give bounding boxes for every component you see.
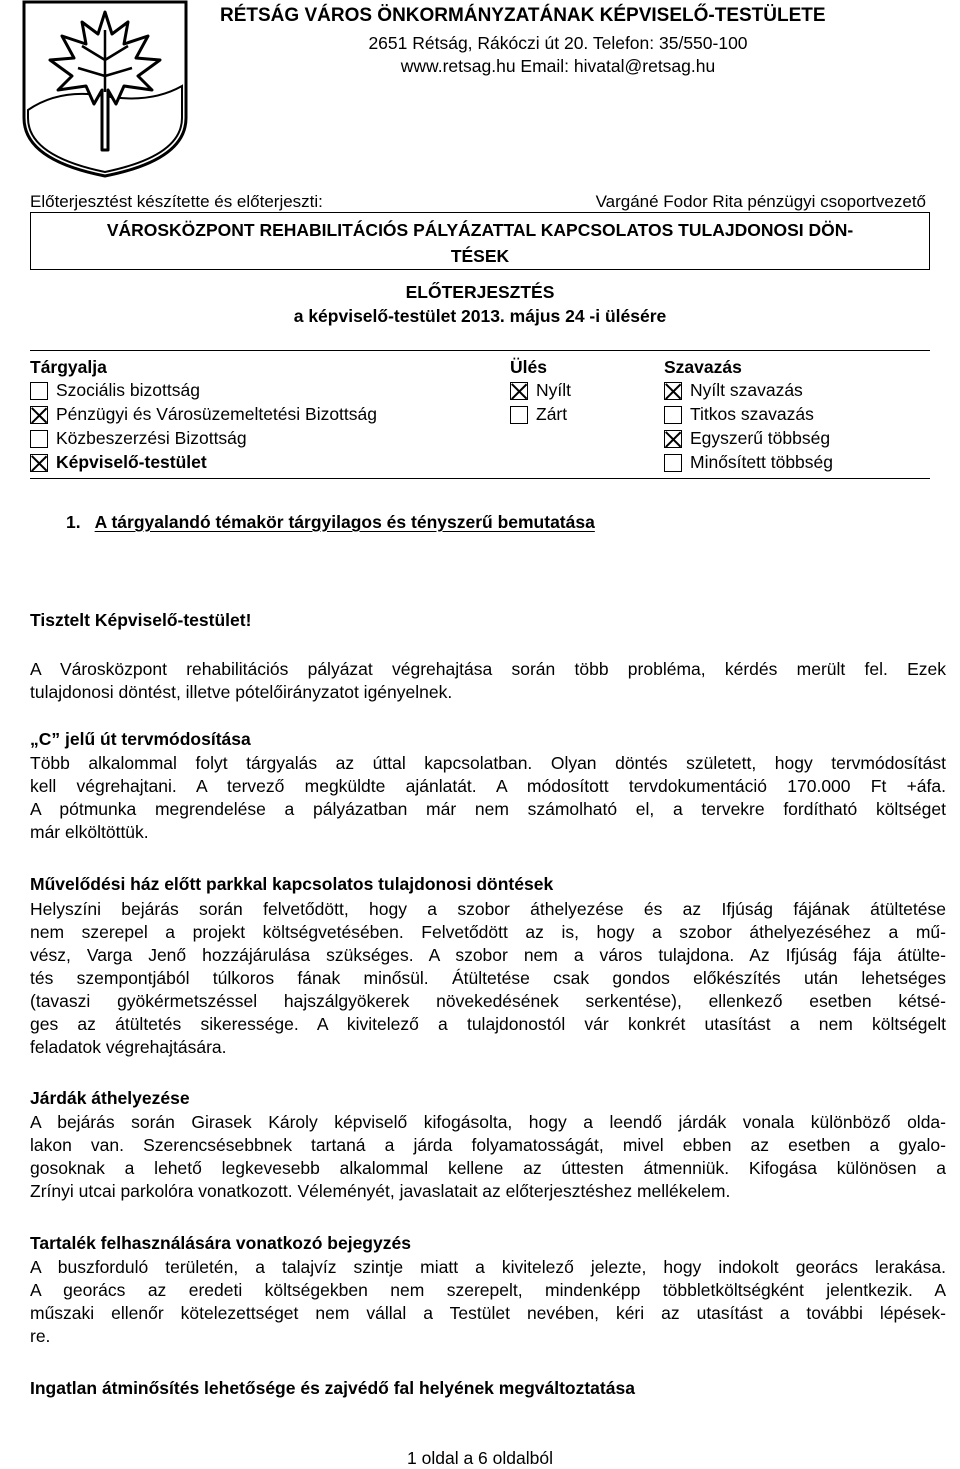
session-label: Nyílt [536,380,571,400]
session-row-open [510,380,571,401]
text-line: már elköltöttük. [30,822,149,842]
checkbox-procurement[interactable] [30,430,48,448]
subject-box [30,212,930,270]
text-line: kell végrehajtani. A tervező megküldte ajánlatát. A módosított tervdokumentáció 170.000 Ft +áfa. [30,776,946,796]
page-footer: 1 oldal a 6 oldalból [407,1448,553,1468]
body-label: Pénzügyi és Városüzemeltetési Bizottság [56,404,377,424]
checkbox-vote-open[interactable] [664,382,682,400]
col-header-voting: Szavazás [664,357,742,377]
text-line: tés szempontjából túlkoros fának minősül. Átültetése csak gondos előkészítés után lehetséges [30,968,946,988]
text-line: műszaki ellenőr kötelezettséget nem vállal a Testület nevében, kéri az utasítást a további lépések- [30,1303,946,1323]
property-heading: Ingatlan átminősítés lehetősége és zajvédő fal helyének megváltoztatása [30,1378,635,1398]
text-line: A georács az eredeti költségekben nem szerepelt, mindenképp többletköltségként jelentkezik. A [30,1280,946,1300]
checkbox-social[interactable] [30,382,48,400]
table-top-rule [30,350,930,351]
col-header-session: Ülés [510,357,547,377]
text-line: feladatok végrehajtására. [30,1037,227,1057]
text-line: Több alkalommal folyt tárgyalás az úttal kapcsolatban. Olyan döntés született, hogy tervmódosítást [30,753,946,773]
culture-house-heading: Művelődési ház előtt parkkal kapcsolatos tulajdonosi döntések [30,874,554,894]
voting-label: Nyílt szavazás [690,380,803,400]
text-line: vész, Varga Jenő hozzájárulása szükséges. A szobor nem a város tulajdona. Az Ifjúság fája átülte- [30,945,946,965]
voting-label: Egyszerű többség [690,428,831,448]
checkbox-session-open[interactable] [510,382,528,400]
col-header-bodies: Tárgyalja [30,357,107,377]
text-line: A pótmunka megrendelése a pályázatban már nem számolható el, a tervekre fordítható költséget [30,799,946,819]
section-1-heading [66,512,595,533]
section-number: 1. [66,512,81,532]
text-line: gosoknak a lehető legkevesebb alkalommal kellene az úttesten átmenniük. Kifogása különösen a [30,1158,946,1178]
text-line: nem szerepel a projekt költségvetésében. Felvetődött az is, hogy a szobor áthelyezéséhez a mű- [30,922,946,942]
council-web-email: www.retsag.hu Email: hivatal@retsag.hu [400,56,716,76]
text-line: A Városközpont rehabilitációs pályázat végrehajtása során több probléma, kérdés merült fel. Ezek [30,659,946,679]
body-row-procurement [30,428,247,449]
subject-line-1: VÁROSKÖZPONT REHABILITÁCIÓS PÁLYÁZATTAL KAPCSOLATOS TULAJDONOSI DÖN- [106,220,854,240]
text-line: re. [30,1326,51,1346]
text-line: lakon van. Szerencsésebbnek tartaná a járda folyamatosságát, mivel ebben az esetben a gyalo- [30,1135,946,1155]
checkbox-council[interactable] [30,454,48,472]
reserve-heading: Tartalék felhasználására vonatkozó bejegyzés [30,1233,411,1253]
text-line: A buszforduló területén, a talajvíz szintje miatt a kivitelező jelezte, hogy indokolt georács lerakása. [30,1257,946,1277]
body-row-council [30,452,207,473]
checkbox-vote-secret[interactable] [664,406,682,424]
town-crest-logo [20,0,190,178]
subject-line-2: TÉSEK [450,246,510,266]
body-row-finance [30,404,377,425]
text-line: Helyszíni bejárás során felvetődött, hogy a szobor áthelyezése és az Ifjúság fájának átültetése [30,899,946,919]
body-label: Szociális bizottság [56,380,200,400]
body-row-social [30,380,200,401]
session-row-closed [510,404,567,425]
proposal-title: ELŐTERJESZTÉS [405,282,555,302]
c-road-paragraph [30,752,946,844]
reserve-paragraph [30,1256,946,1348]
voting-label: Minősített többség [690,452,833,472]
table-bottom-rule [30,478,930,479]
voting-row-secret [664,404,814,425]
presenter-name: Vargáné Fodor Rita pénzügyi csoportvezető [595,192,926,211]
session-label: Zárt [536,404,568,424]
checkbox-finance[interactable] [30,406,48,424]
text-line: tulajdonosi döntést, illetve pótelőirányzatot igényelnek. [30,682,453,702]
culture-house-paragraph [30,898,946,1059]
sidewalk-heading: Járdák áthelyezése [30,1088,190,1108]
section-title: A tárgyalandó témakör tárgyilagos és tényszerű bemutatása [94,512,595,532]
presenter-label: Előterjesztést készítette és előterjeszti: [30,192,323,211]
text-line: (tavaszi gyökérmetszéssel hajszálgyökerek növekedésének serkentése), ellenkező esetben kétsé- [30,991,946,1011]
text-line: A bejárás során Girasek Károly képviselő kifogásolta, hogy a leendő járdák vonala különböző olda- [30,1112,946,1132]
voting-row-open [664,380,803,401]
body-label: Közbeszerzési Bizottság [56,428,247,448]
sidewalk-paragraph [30,1111,946,1203]
text-line: Zrínyi utcai parkolóra vonatkozott. Véleményét, javaslatait az előterjesztéshez mellékelem. [30,1181,731,1201]
c-road-heading: „C” jelű út tervmódosítása [30,729,251,749]
text-line: ges az átültetés sikeressége. A kivitelező a tulajdonostól vár konkrét utasítást a nem költségelt [30,1014,946,1034]
voting-row-simple [664,428,830,449]
voting-label: Titkos szavazás [690,404,814,424]
proposal-subtitle: a képviselő-testület 2013. május 24 -i ülésére [293,306,667,326]
intro-paragraph [30,658,946,704]
voting-row-qualified [664,452,833,473]
council-address: 2651 Rétság, Rákóczi út 20. Telefon: 35/550-100 [368,33,748,53]
checkbox-session-closed[interactable] [510,406,528,424]
checkbox-vote-simple-majority[interactable] [664,430,682,448]
council-title: RÉTSÁG VÁROS ÖNKORMÁNYZATÁNAK KÉPVISELŐ-TESTÜLETE [220,5,826,26]
checkbox-vote-qualified-majority[interactable] [664,454,682,472]
body-label: Képviselő-testület [56,452,207,472]
salutation: Tisztelt Képviselő-testület! [30,610,252,630]
